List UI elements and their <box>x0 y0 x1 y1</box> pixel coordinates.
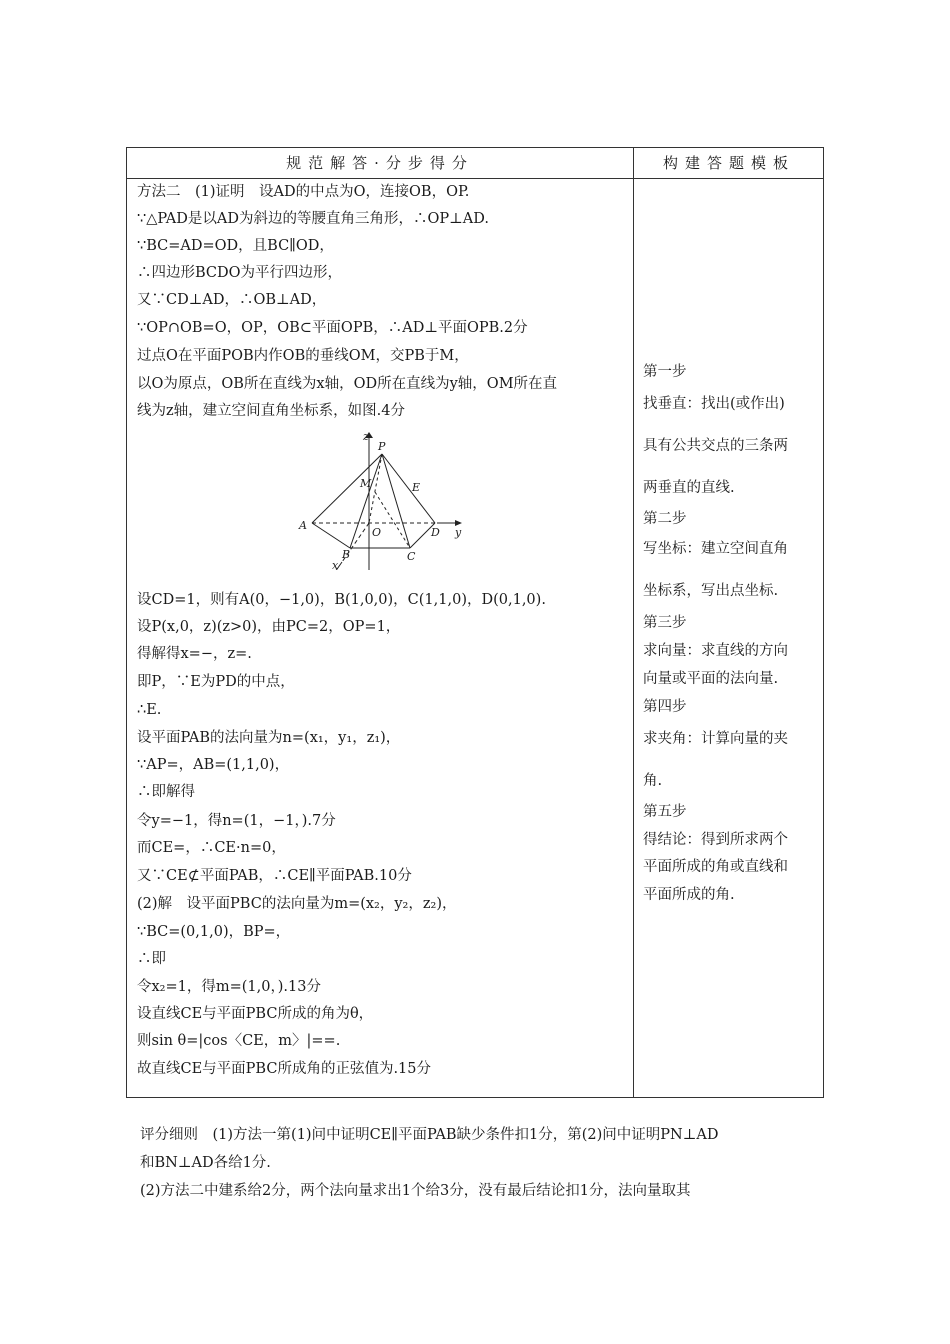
template-line: 具有公共交点的三条两 <box>643 438 788 454</box>
label-z: z <box>363 430 369 443</box>
solution-line: ∵BC=(0,1,0)，BP=， <box>137 924 291 940</box>
solution-table <box>126 147 824 1098</box>
solution-line: 而CE=，∴CE·n=0， <box>137 840 286 856</box>
template-line: 找垂直：找出(或作出) <box>643 396 785 412</box>
scoring-note-line: (2)方法二中建系给2分，两个法向量求出1个给3分，没有最后结论扣1分，法向量取其 <box>140 1183 691 1199</box>
scoring-note-line: 和BN⊥AD各给1分. <box>140 1155 271 1171</box>
template-line: 求夹角：计算向量的夹 <box>643 731 788 747</box>
template-line: 求向量：求直线的方向 <box>643 643 788 659</box>
solution-line: 则sin θ=|cos〈CE，m〉|==. <box>137 1033 341 1049</box>
solution-line: 又∵CD⊥AD，∴OB⊥AD， <box>137 292 327 308</box>
solution-line: ∴四边形BCDO为平行四边形， <box>137 265 343 281</box>
solution-line: 以O为原点，OB所在直线为x轴，OD所在直线为y轴，OM所在直 <box>137 376 558 392</box>
solution-line: 设直线CE与平面PBC所成的角为θ， <box>137 1006 374 1022</box>
solution-line: 得解得x=−，z=. <box>137 646 252 662</box>
solution-line: ∴即 <box>137 951 166 967</box>
template-line: 第一步 <box>643 364 687 380</box>
solution-line: ∵△PAD是以AD为斜边的等腰直角三角形，∴OP⊥AD. <box>137 211 489 227</box>
label-D: D <box>431 526 440 539</box>
template-line: 角. <box>643 773 663 789</box>
solution-line: 故直线CE与平面PBC所成角的正弦值为.15分 <box>137 1061 432 1077</box>
solution-line: ∵AP=，AB=(1,1,0)， <box>137 757 290 773</box>
solution-line: 令y=−1，得n=(1，−1，).7分 <box>137 813 336 829</box>
solution-line: 令x₂=1，得m=(1,0，).13分 <box>137 979 321 995</box>
label-A: A <box>299 519 307 532</box>
template-line: 第四步 <box>643 699 687 715</box>
header-solution: 规范解答·分步得分 <box>286 154 474 172</box>
template-line: 平面所成的角. <box>643 887 735 903</box>
solution-line: ∵BC=AD=OD，且BC∥OD， <box>137 238 334 254</box>
template-line: 得结论：得到所求两个 <box>643 832 788 848</box>
solution-line: (2)解 设平面PBC的法向量为m=(x₂，y₂，z₂)， <box>137 896 457 912</box>
solution-line: 又∵CE⊄平面PAB，∴CE∥平面PAB.10分 <box>137 868 412 884</box>
template-line: 平面所成的角或直线和 <box>643 859 788 875</box>
column-divider <box>633 148 634 1097</box>
solution-line: 过点O在平面POB内作OB的垂线OM，交PB于M， <box>137 348 469 364</box>
template-line: 第二步 <box>643 511 687 527</box>
label-B: B <box>342 548 351 561</box>
template-line: 写坐标：建立空间直角 <box>643 541 788 557</box>
template-line: 两垂直的直线. <box>643 480 735 496</box>
scoring-note-line: 评分细则 (1)方法一第(1)问中证明CE∥平面PAB缺少条件扣1分，第(2)问中证明PN⊥AD <box>140 1127 719 1143</box>
solution-line: 方法二 (1)证明 设AD的中点为O，连接OB，OP. <box>137 184 470 200</box>
label-P: P <box>378 440 386 453</box>
solution-line: 设CD=1，则有A(0，−1,0)，B(1,0,0)，C(1,1,0)，D(0,1,0). <box>137 592 546 608</box>
solution-line: ∵OP∩OB=O，OP，OB⊂平面OPB，∴AD⊥平面OPB.2分 <box>137 320 528 336</box>
label-C: C <box>407 550 416 563</box>
solution-line: ∴即解得 <box>137 784 195 800</box>
solution-line: 即P，∵E为PD的中点， <box>137 674 295 690</box>
label-E: E <box>412 481 421 494</box>
label-y: y <box>455 526 462 539</box>
coordinate-figure <box>297 430 477 570</box>
solution-line: 设平面PAB的法向量为n=(x₁，y₁，z₁)， <box>137 730 401 746</box>
label-O: O <box>372 526 382 539</box>
label-M: M <box>360 477 372 490</box>
solution-line: ∴E. <box>137 702 162 718</box>
template-line: 向量或平面的法向量. <box>643 671 779 687</box>
label-x: x <box>332 559 339 570</box>
solution-line: 设P(x,0，z)(z>0)，由PC=2，OP=1， <box>137 619 401 635</box>
template-line: 第三步 <box>643 615 687 631</box>
template-line: 第五步 <box>643 804 687 820</box>
header-divider <box>127 178 823 179</box>
template-line: 坐标系，写出点坐标. <box>643 583 779 599</box>
header-template: 构建答题模板 <box>662 154 795 172</box>
solution-line: 线为z轴，建立空间直角坐标系，如图.4分 <box>137 403 405 419</box>
